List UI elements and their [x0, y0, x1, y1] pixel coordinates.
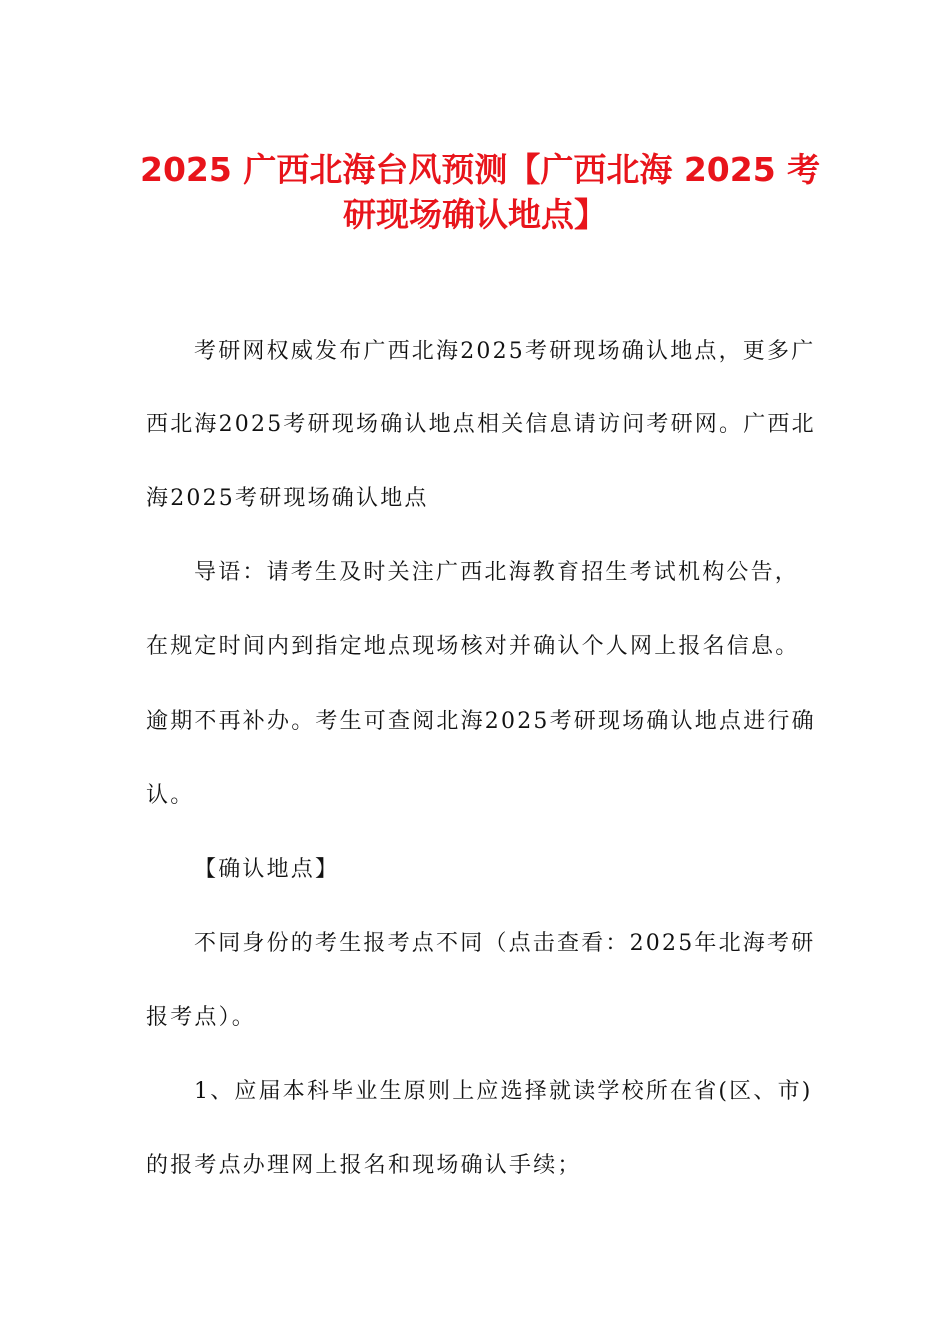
- paragraph-4-line-1: 1、应届本科毕业生原则上应选择就读学校所在省(区、市): [194, 1079, 813, 1104]
- document-title-line-2: 研现场确认地点】: [343, 195, 607, 234]
- paragraph-1-line-1: 考研网权威发布广西北海2025考研现场确认地点，更多广: [194, 339, 816, 364]
- document-title-line-1: 2025 广西北海台风预测【广西北海 2025 考: [140, 150, 821, 189]
- paragraph-1-line-3: 海2025考研现场确认地点: [146, 486, 429, 511]
- paragraph-2-line-4: 认。: [146, 783, 195, 808]
- paragraph-2-line-2: 在规定时间内到指定地点现场核对并确认个人网上报名信息。: [146, 634, 800, 659]
- paragraph-4-line-2: 的报考点办理网上报名和现场确认手续；: [146, 1153, 582, 1178]
- paragraph-3-line-2: 报考点）。: [146, 1005, 257, 1030]
- paragraph-1-line-2: 西北海2025考研现场确认地点相关信息请访问考研网。广西北: [146, 412, 816, 437]
- paragraph-2-line-1: 导语：请考生及时关注广西北海教育招生考试机构公告，: [194, 560, 800, 585]
- section-heading: 【确认地点】: [194, 857, 340, 882]
- paragraph-2-line-3: 逾期不再补办。考生可查阅北海2025考研现场确认地点进行确: [146, 709, 816, 734]
- paragraph-3-line-1: 不同身份的考生报考点不同（点击查看：2025年北海考研: [194, 931, 816, 956]
